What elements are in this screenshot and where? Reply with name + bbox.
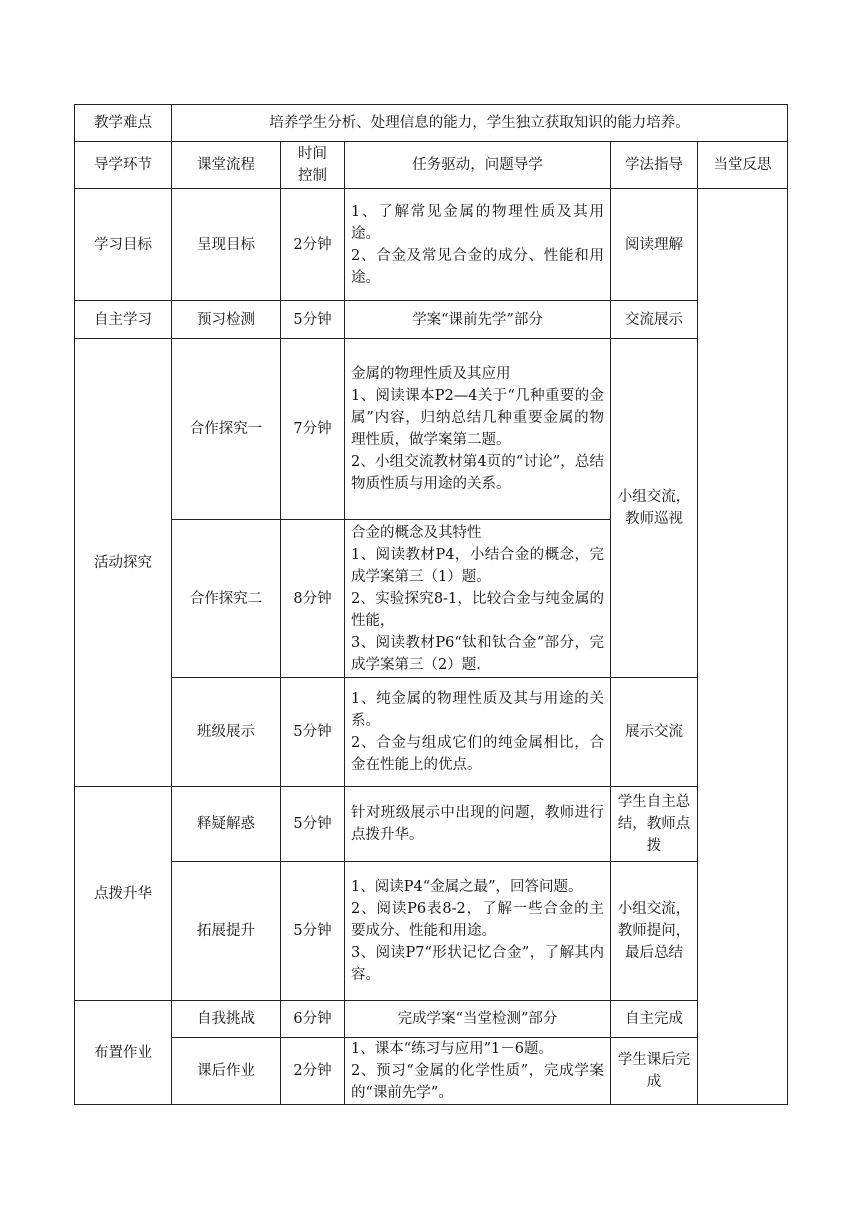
doubt-row bbox=[75, 787, 788, 862]
difficulty-text: 培养学生分析、处理信息的能力，学生独立获取知识的能力培养。 bbox=[172, 105, 788, 142]
activity-stage: 活动探究 bbox=[75, 339, 172, 787]
after-method: 学生课后完成 bbox=[611, 1038, 698, 1105]
self-study-row bbox=[75, 301, 788, 339]
challenge-time: 6分钟 bbox=[281, 1001, 345, 1038]
guide-stage: 点拨升华 bbox=[75, 787, 172, 1001]
goal-flow: 呈现目标 bbox=[172, 189, 281, 301]
after-time: 2分钟 bbox=[281, 1038, 345, 1105]
coop2-time: 8分钟 bbox=[281, 520, 345, 678]
coop2-flow: 合作探究二 bbox=[172, 520, 281, 678]
show-time: 5分钟 bbox=[281, 678, 345, 787]
extend-row bbox=[75, 862, 788, 1001]
extend-method: 小组交流，教师提问，最后总结 bbox=[611, 862, 698, 1001]
extend-flow: 拓展提升 bbox=[172, 862, 281, 1001]
difficulty-label: 教学难点 bbox=[75, 105, 172, 142]
difficulty-row bbox=[75, 105, 788, 142]
goal-time: 2分钟 bbox=[281, 189, 345, 301]
coop1-row bbox=[75, 339, 788, 520]
doubt-flow: 释疑解惑 bbox=[172, 787, 281, 862]
show-row bbox=[75, 678, 788, 787]
goal-stage: 学习目标 bbox=[75, 189, 172, 301]
doubt-time: 5分钟 bbox=[281, 787, 345, 862]
header-time: 时间 控制 bbox=[281, 142, 345, 189]
header-stage: 导学环节 bbox=[75, 142, 172, 189]
self-study-stage: 自主学习 bbox=[75, 301, 172, 339]
homework-stage: 布置作业 bbox=[75, 1001, 172, 1105]
coop1-time: 7分钟 bbox=[281, 339, 345, 520]
goal-row bbox=[75, 189, 788, 301]
header-flow: 课堂流程 bbox=[172, 142, 281, 189]
doubt-task: 针对班级展示中出现的问题，教师进行点拨升华。 bbox=[345, 787, 611, 862]
doubt-method: 学生自主总结，教师点拨 bbox=[611, 787, 698, 862]
self-study-flow: 预习检测 bbox=[172, 301, 281, 339]
extend-task: 1、阅读P4“金属之最”，回答问题。 2、阅读P6表8-2，了解一些合金的主要成分、性能和用途。 3、阅读P7“形状记忆合金”，了解其内容。 bbox=[345, 862, 611, 1001]
challenge-flow: 自我挑战 bbox=[172, 1001, 281, 1038]
goal-task: 1、了解常见金属的物理性质及其用途。 2、合金及常见合金的成分、性能和用途。 bbox=[345, 189, 611, 301]
coop1-task: 金属的物理性质及其应用 1、阅读课本P2—4关于“几种重要的金属”内容，归纳总结几种重要金属的物理性质，做学案第二题。 2、小组交流教材第4页的“讨论”，总结物质性质与用途的关系。 bbox=[345, 339, 611, 520]
extend-time: 5分钟 bbox=[281, 862, 345, 1001]
challenge-task: 完成学案“当堂检测”部分 bbox=[345, 1001, 611, 1038]
after-flow: 课后作业 bbox=[172, 1038, 281, 1105]
header-reflection: 当堂反思 bbox=[698, 142, 788, 189]
coop1-flow: 合作探究一 bbox=[172, 339, 281, 520]
self-study-task: 学案“课前先学”部分 bbox=[345, 301, 611, 339]
activity-method: 小组交流，教师巡视 bbox=[611, 339, 698, 678]
header-method: 学法指导 bbox=[611, 142, 698, 189]
header-row bbox=[75, 142, 788, 189]
show-task: 1、纯金属的物理性质及其与用途的关系。 2、合金与组成它们的纯金属相比，合金在性能上的优点。 bbox=[345, 678, 611, 787]
self-study-time: 5分钟 bbox=[281, 301, 345, 339]
after-row bbox=[75, 1038, 788, 1105]
coop2-task: 合金的概念及其特性 1、阅读教材P4，小结合金的概念，完成学案第三（1）题。 2、实验探究8-1，比较合金与纯金属的性能， 3、阅读教材P6“钛和钛合金”部分，完成学案第三（2）题. bbox=[345, 520, 611, 678]
self-study-method: 交流展示 bbox=[611, 301, 698, 339]
goal-method: 阅读理解 bbox=[611, 189, 698, 301]
lesson-plan-table bbox=[74, 104, 788, 1105]
show-method: 展示交流 bbox=[611, 678, 698, 787]
challenge-row bbox=[75, 1001, 788, 1038]
header-task: 任务驱动，问题导学 bbox=[345, 142, 611, 189]
reflection-cell bbox=[698, 189, 788, 1105]
show-flow: 班级展示 bbox=[172, 678, 281, 787]
after-task: 1、课本“练习与应用”1－6题。 2、预习“金属的化学性质”，完成学案的“课前先学”。 bbox=[345, 1038, 611, 1105]
challenge-method: 自主完成 bbox=[611, 1001, 698, 1038]
